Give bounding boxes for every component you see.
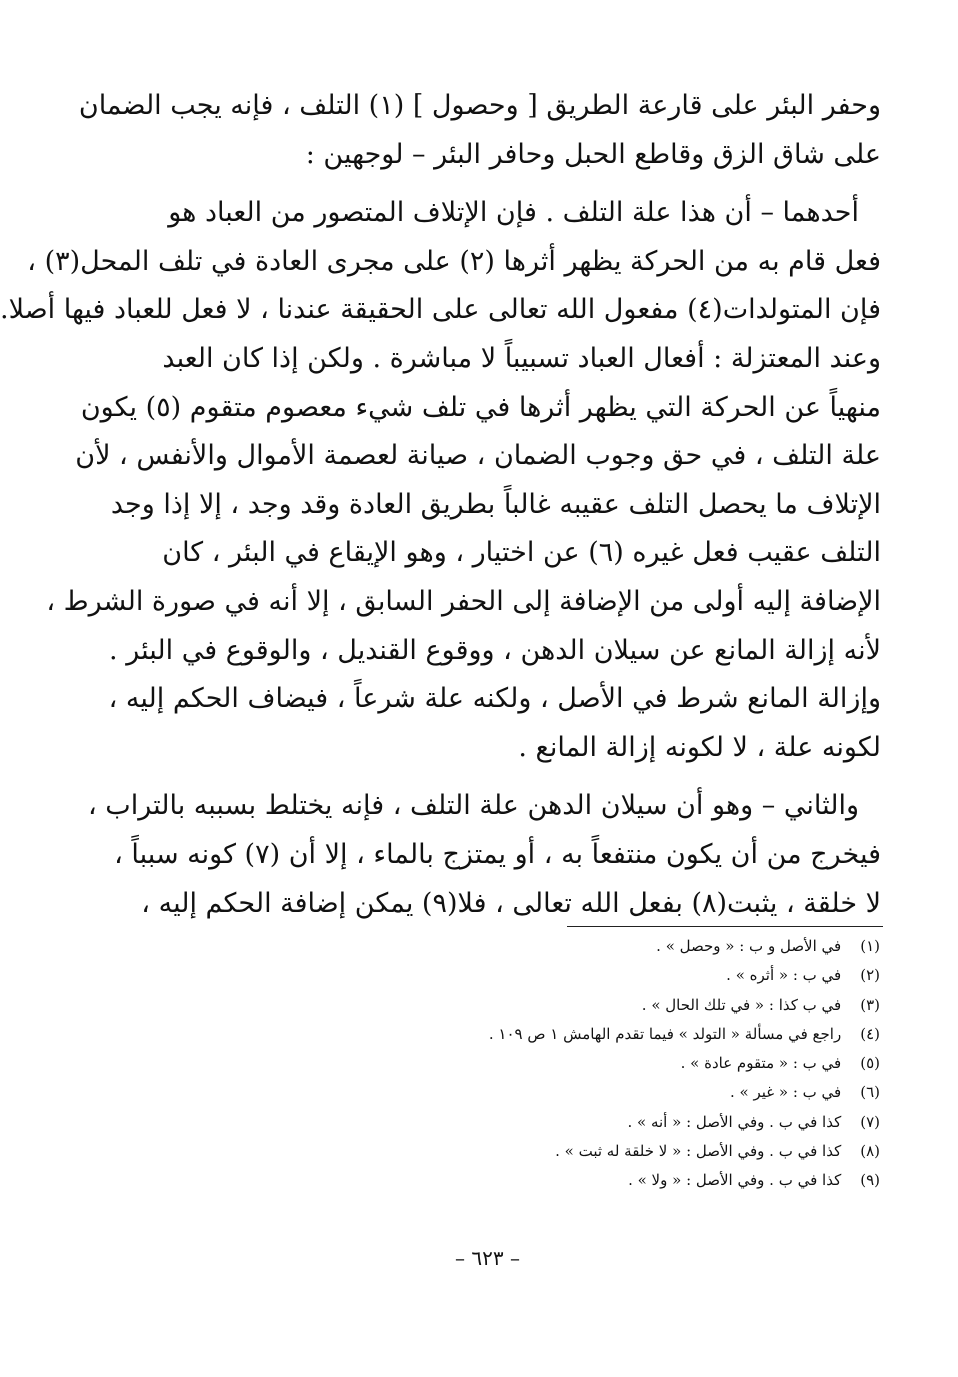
footnotes bbox=[360, 932, 880, 1196]
footnote bbox=[360, 1049, 880, 1078]
footnote bbox=[360, 1108, 880, 1137]
footnote-text: كذا في ب . وفي الأصل : « لا خلقة له ثبت » . bbox=[555, 1142, 842, 1161]
footnote bbox=[360, 991, 880, 1020]
text-line: الإتلاف ما يحصل التلف عقيبه غالباً بطريق العادة وقد وجد ، إلا إذا وجد bbox=[110, 488, 881, 520]
footnote bbox=[360, 932, 880, 961]
footnote-separator bbox=[567, 926, 883, 927]
footnote-text: في ب : « متقوم عادة » . bbox=[680, 1054, 842, 1073]
footnote-text: كذا في ب . وفي الأصل : « ولا » . bbox=[628, 1171, 842, 1190]
main-text bbox=[0, 82, 881, 928]
text-line: أحدهما – أن هذا علة التلف . فإن الإتلاف المتصور من العباد هو bbox=[168, 197, 859, 229]
text-line: وحفر البئر على قارعة الطريق [ وحصول ] (١) التلف ، فإنه يجب الضمان bbox=[78, 90, 881, 121]
footnote-text: راجع في مسألة « التولد » فيما تقدم الهامش ١ ص ١٠٩ . bbox=[488, 1024, 842, 1043]
text-line: لأنه إزالة المانع عن سيلان الدهن ، ووقوع القنديل ، والوقوع في البئر . bbox=[109, 634, 881, 666]
footnote-number: (٧) bbox=[860, 1112, 880, 1131]
page-number: – ٦٢٣ – bbox=[455, 1246, 520, 1270]
text-line: لكونه علة ، لا لكونه إزالة المانع . bbox=[518, 731, 881, 763]
footnote bbox=[360, 1078, 880, 1107]
footnote-number: (٤) bbox=[860, 1024, 880, 1043]
footnote-text: في ب كذا : « في تلك الحال » . bbox=[641, 995, 842, 1014]
footnote-number: (٩) bbox=[860, 1171, 880, 1190]
footnote-number: (٦) bbox=[860, 1083, 880, 1102]
text-line: فعل قام به من الحركة يظهر أثرها (٢) على مجرى العادة في تلف المحل(٣) ، bbox=[27, 245, 881, 277]
paragraph bbox=[0, 189, 881, 772]
footnote bbox=[360, 1166, 880, 1195]
text-line: منهياً عن الحركة التي يظهر أثرها في تلف شيء معصوم متقوم (٥) يكون bbox=[80, 391, 881, 423]
text-line: على شاق الزق وقاطع الحبل وحافر البئر – لوجهين : bbox=[305, 138, 881, 170]
footnote-number: (٣) bbox=[860, 995, 880, 1014]
footnote-text: في ب : « أثره » . bbox=[726, 966, 842, 985]
page bbox=[0, 82, 881, 928]
footnote-text: في الأصل و ب : « وحصل » . bbox=[656, 937, 842, 955]
text-line: وإزالة المانع شرط في الأصل ، ولكنه علة شرعاً ، فيضاف الحكم إليه ، bbox=[108, 683, 881, 715]
text-line: الإضافة إليه أولى من الإضافة إلى الحفر السابق ، إلا أنه في صورة الشرط ، bbox=[46, 585, 881, 617]
paragraph bbox=[78, 82, 881, 179]
text-line: وعند المعتزلة : أفعال العباد تسبيباً لا مباشرة . ولكن إذا كان العبد bbox=[162, 342, 881, 374]
footnote-number: (٢) bbox=[860, 966, 880, 985]
text-line: علة التلف ، في حق وجوب الضمان ، صيانة لعصمة الأموال والأنفس ، لأن bbox=[75, 440, 881, 472]
footnote bbox=[360, 1137, 880, 1166]
footnote-number: (٥) bbox=[860, 1054, 880, 1073]
text-line: لا خلقة ، يثبت(٨) بفعل الله تعالى ، فلا(٩) يمكن إضافة الحكم إليه ، bbox=[141, 887, 881, 919]
footnote-number: (٨) bbox=[860, 1142, 880, 1161]
text-line: التلف عقيب فعل غيره (٦) عن اختيار ، وهو الإيقاع في البئر ، كان bbox=[162, 537, 881, 569]
footnote-number: (١) bbox=[860, 937, 880, 955]
footnote-text: في ب : « غير » . bbox=[729, 1083, 842, 1102]
footnote bbox=[360, 961, 880, 990]
paragraph bbox=[88, 782, 881, 928]
footnote-text: كذا في ب . وفي الأصل : « أنه » . bbox=[627, 1112, 842, 1131]
footnote bbox=[360, 1020, 880, 1049]
text-line: فيخرج من أن يكون منتفعاً به ، أو يمتزج بالماء ، إلا أن (٧) كونه سبباً ، bbox=[114, 838, 881, 870]
text-line: فإن المتولدات(٤) مفعول الله تعالى على الحقيقة عندنا ، لا فعل للعباد فيها أصلا. bbox=[0, 294, 881, 326]
text-line: والثاني – وهو أن سيلان الدهن علة التلف ، فإنه يختلط بسببه بالتراب ، bbox=[88, 790, 859, 822]
